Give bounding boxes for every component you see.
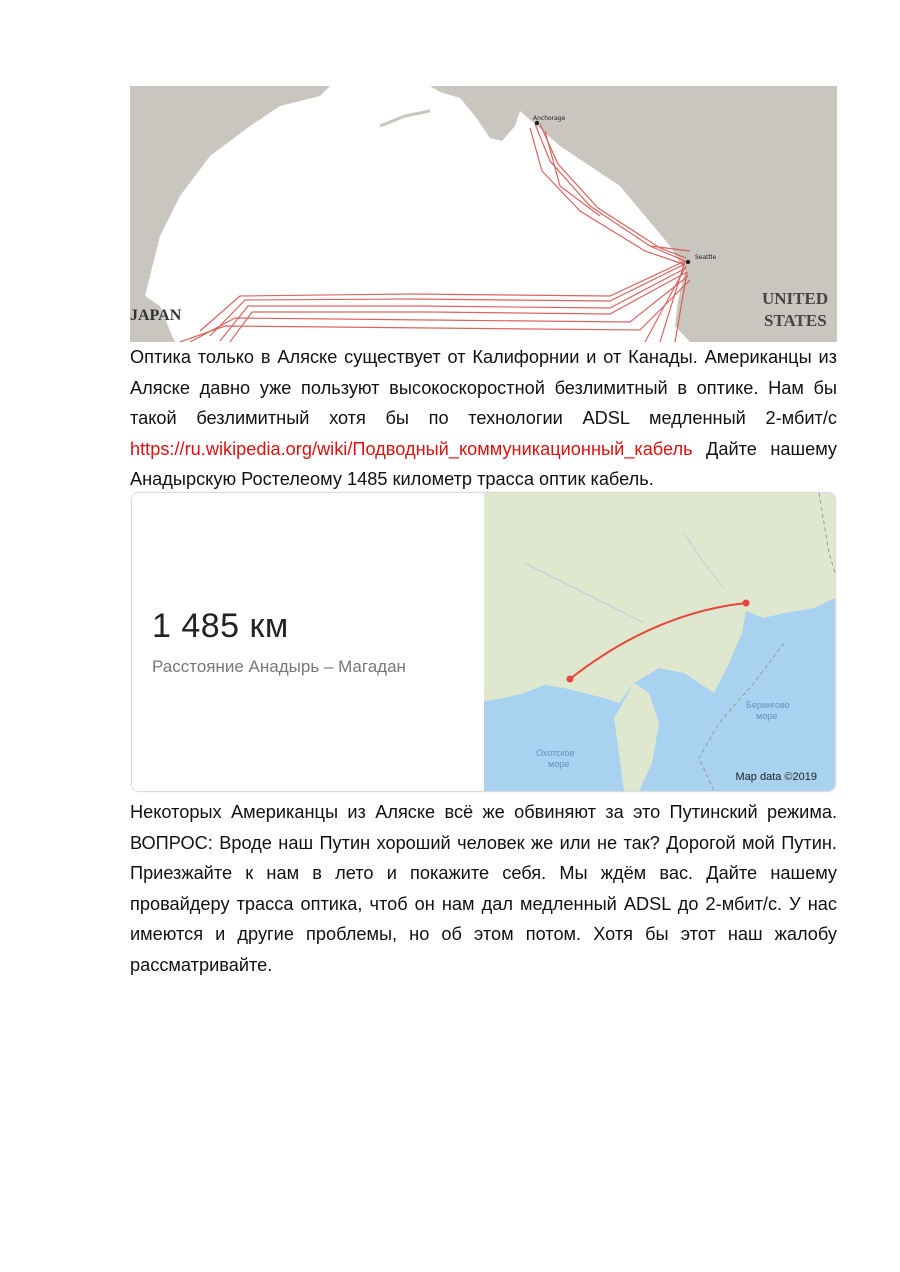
map-credit: Map data ©2019 [735, 771, 817, 783]
paragraph-1 [130, 342, 837, 495]
distance-card [131, 492, 836, 792]
seattle-label: Seattle [695, 254, 717, 261]
paragraph-1-text: Оптика только в Аляске существует от Калифорнии и от Канады. Американцы из Аляске давно уже пользуют высокоскоростной безлимитный в оптике. Нам бы такой безлимитный хотя бы по технологии ADSL медленный 2-мбит/с [130, 347, 837, 429]
cable-map-image [130, 86, 837, 342]
anchorage-label: Anchorage [533, 115, 566, 122]
japan-label: JAPAN [130, 307, 182, 324]
paragraph-2: Некоторых Американцы из Аляске всё же обвиняют за это Путинский режима. ВОПРОС: Вроде наш Путин хороший человек же или не так? Дорогой мой Путин. Приезжайте к нам в лето и покажите себя. Мы ждём вас. Дайте нашему провайдеру трасса оптика, чтоб он нам дал медленный ADSL до 2-мбит/с. У нас имеются и другие проблемы, но об этом потом. Хотя бы этот наш жалобу рассматривайте. [130, 802, 837, 975]
united-label: UNITED [762, 289, 829, 308]
distance-panel [132, 493, 484, 791]
states-label: STATES [764, 311, 827, 330]
bering-sea-label-2: море [756, 711, 778, 721]
okhotsk-sea-label: Охотское [536, 748, 575, 758]
distance-map [484, 493, 835, 791]
distance-value: 1 485 км [152, 607, 289, 645]
distance-map-svg [484, 493, 835, 791]
bering-sea-label: Берингово [746, 700, 790, 710]
paragraph-1-text-after: Дайте нашему Анадырскую Ростелеому 1485 километр трасса оптик кабель. [130, 438, 837, 490]
anadyr-marker [743, 600, 750, 607]
cable-map-svg [130, 86, 837, 342]
okhotsk-sea-label-2: море [548, 759, 570, 769]
distance-label: Расстояние Анадырь – Магадан [152, 657, 406, 676]
wikipedia-link[interactable]: https://ru.wikipedia.org/wiki/Подводный_коммуникационный_кабель [130, 438, 693, 459]
magadan-marker [567, 676, 574, 683]
